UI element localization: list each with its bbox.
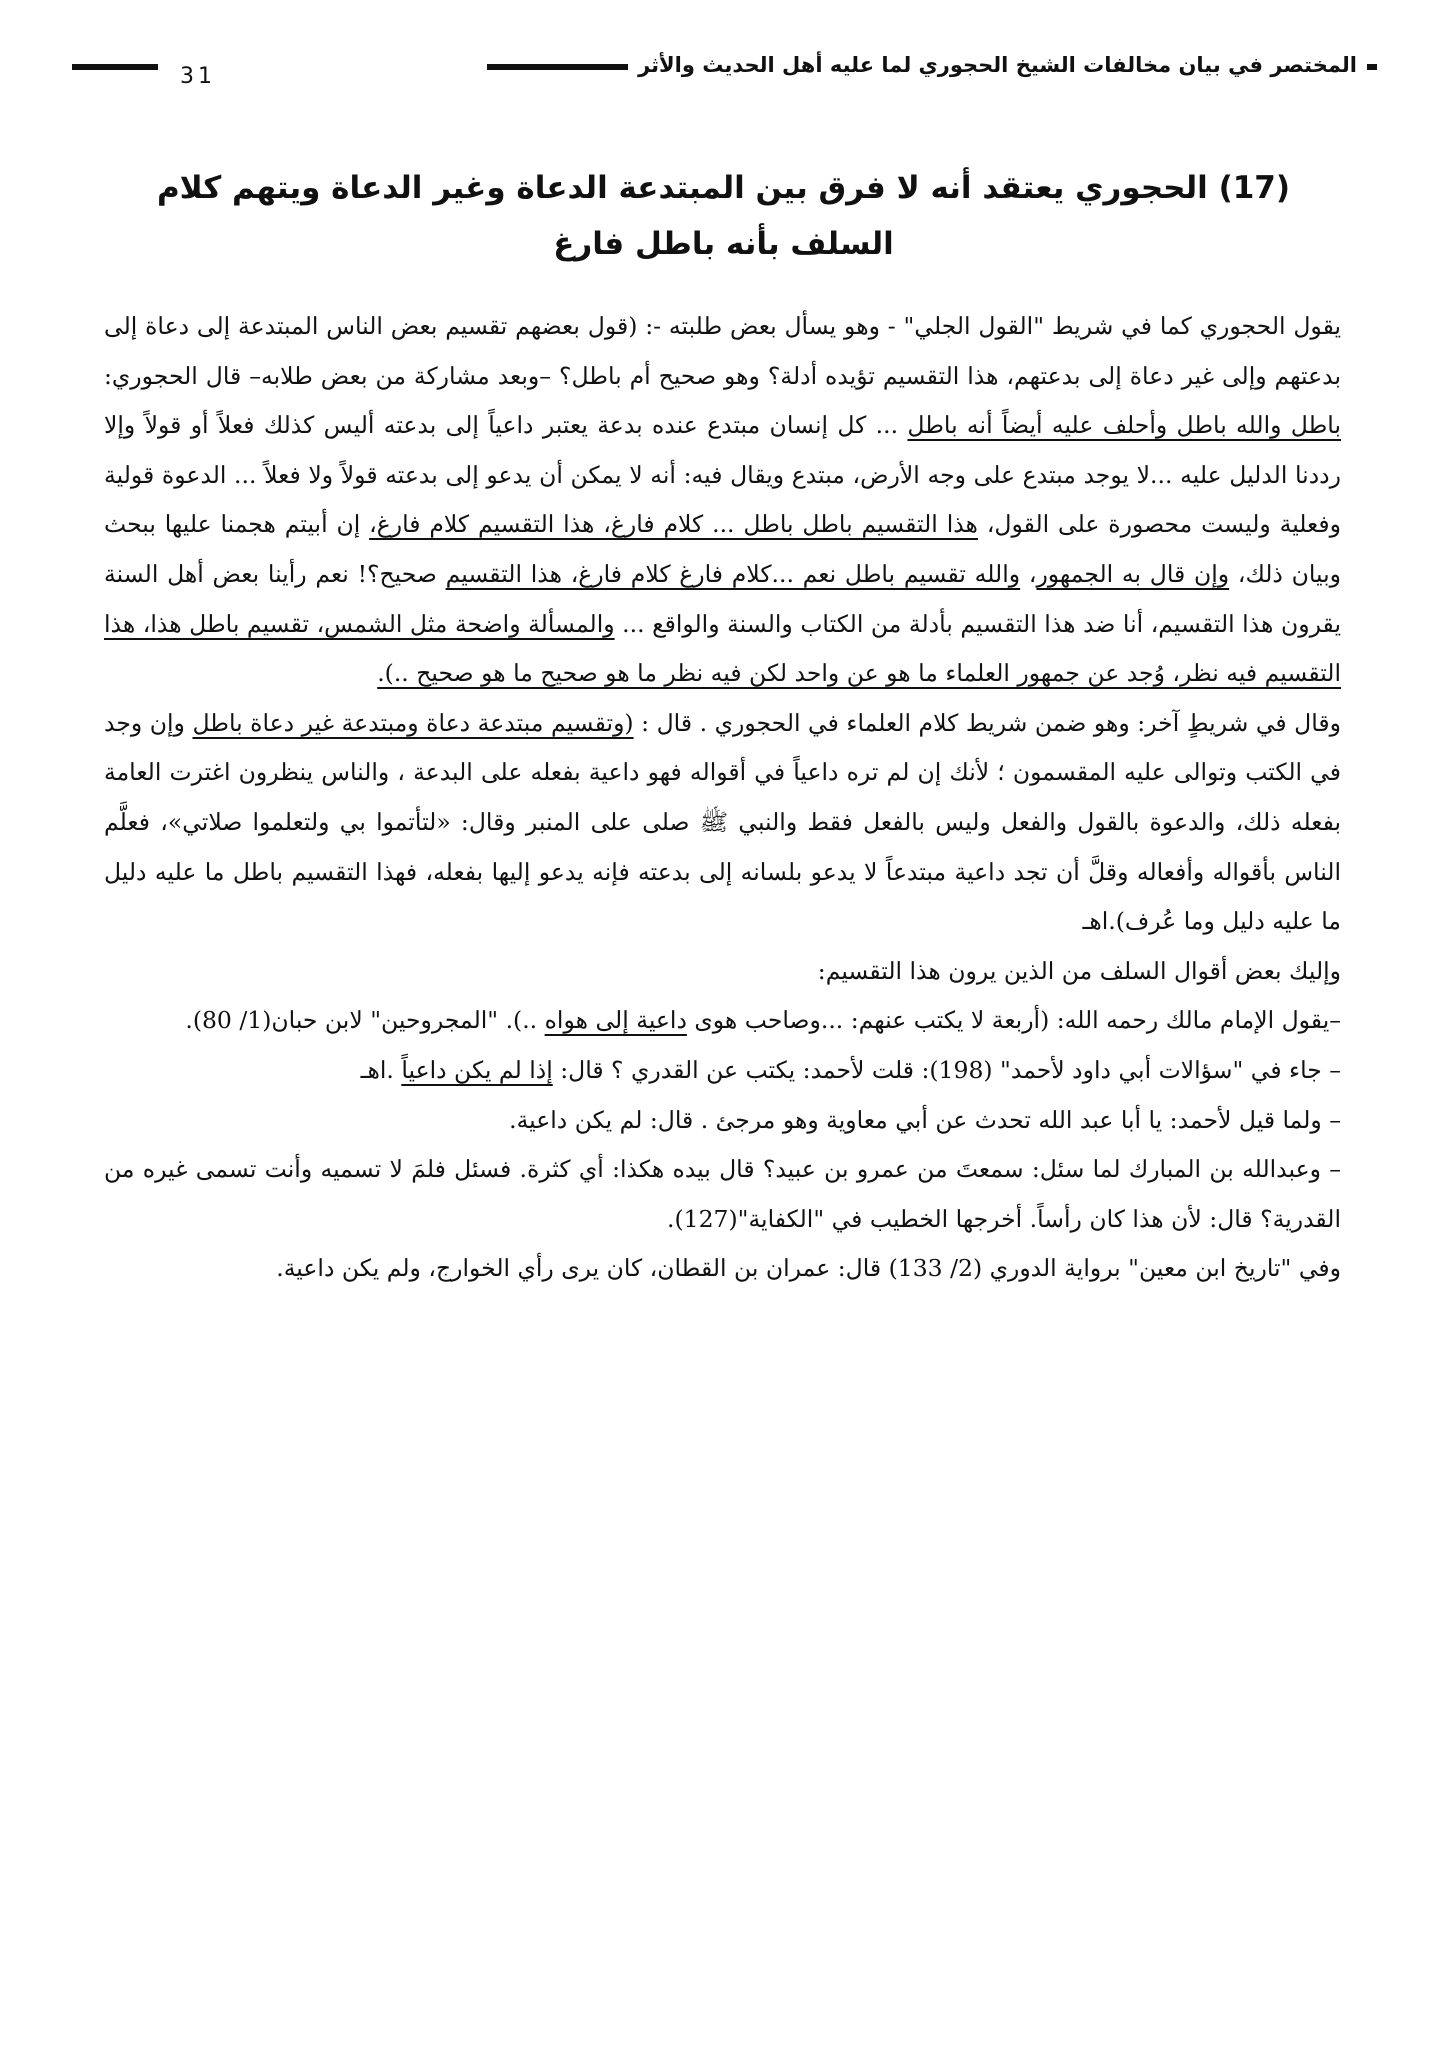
header-rule-short — [72, 64, 158, 70]
paragraph-hajouri-quote — [104, 302, 1341, 699]
text-run: وقال في شريطٍ آخر: وهو ضمن شريط كلام العلماء في الحجوري . قال : — [633, 708, 1341, 737]
underlined-text: (وتقسيم مبتدعة دعاة ومبتدعة غير دعاة باطل — [192, 708, 634, 737]
paragraph-abu-muawiya: – ولما قيل لأحمد: يا أبا عبد الله تحدث عن أبي معاوية وهو مرجئ . قال: لم يكن داعية. — [509, 1105, 1341, 1134]
text-run: – جاء في "سؤالات أبي داود لأحمد" (198): قلت لأحمد: يكتب عن القدري ؟ قال: — [552, 1055, 1341, 1084]
underlined-text: باطل والله باطل وأحلف عليه أيضاً أنه باطل — [907, 411, 1342, 440]
paragraph-ibn-maeen: وفي "تاريخ ابن معين" برواية الدوري (2/ 133) قال: عمران بن القطان، كان يرى رأي الخوارج، ولم يكن داعية. — [276, 1254, 1341, 1283]
paragraph-salaf-intro: وإليك بعض أقوال السلف من الذين يرون هذا التقسيم: — [817, 956, 1341, 985]
page-number: 31 — [180, 64, 216, 89]
body-text — [104, 302, 1341, 1294]
section-heading: (17) الحجوري يعتقد أنه لا فرق بين المبتدعة الدعاة وغير الدعاة ويتهم كلام السلف بأنه باطل فارغ — [156, 170, 1291, 262]
paragraph-ibn-mubarak: – وعبدالله بن المبارك لما سئل: سمعتَ من عمرو بن عبيد؟ قال بيده هكذا: أي كثرة. فسئل فلمَ لا تسميه وأنت تسمى غيره من القدرية؟ قال: لأن هذا كان رأساً. أخرجها الخطيب في "الكفاية"(127). — [104, 1155, 1341, 1233]
paragraph-malik — [104, 996, 1341, 1046]
text-run: صحيح؟! نعم رأينا بعض أهل السنة يقرون هذا التقسيم، أنا ضد هذا التقسيم بأدلة من الكتاب والسنة والواقع ... — [104, 559, 1341, 638]
underlined-text: إذا لم يكن داعياً — [401, 1055, 553, 1084]
text-run: ، — [1020, 559, 1037, 588]
underlined-text: هذا التقسيم باطل باطل ... كلام فارغ، هذا التقسيم كلام فارغ، — [369, 510, 978, 539]
running-title: المختصر في بيان مخالفات الشيخ الحجوري لما عليه أهل الحديث والأثر — [628, 50, 1367, 80]
underlined-text: والله تقسيم باطل نعم ...كلام فارغ كلام فارغ، هذا التقسيم — [445, 559, 1021, 588]
text-run: يقول الحجوري كما في شريط "القول الجلي" - وهو يسأل بعض طلبته -: (قول بعضهم تقسيم بعض الناس المبتدعة إلى دعاة إلى بدعتهم وإلى غير دعاة إلى بدعتهم، هذا التقسيم تؤيده أدلة؟ وهو صحيح أم باطل؟ –وبعد مشاركة من بعض طلابه– قال الحجوري: — [104, 312, 1341, 390]
page-header — [72, 44, 1377, 104]
text-run: .اهـ — [360, 1055, 402, 1084]
paragraph-abu-dawud — [104, 1046, 1341, 1096]
underlined-text: وإن قال به الجمهور — [1036, 559, 1230, 588]
text-run: وإن وجد في الكتب وتوالى عليه المقسمون ؛ لأنك إن لم تره داعياً في أقواله فهو داعية بفعله على البدعة ، والناس ينظرون اغترت العامة بفعله ذلك، والدعوة بالقول والفعل وليس بالفعل فقط والنبي ﷺ صلى على المنبر وقال: «لتأتموا بي ولتعلموا صلاتي»، فعلَّم الناس بأقواله وأفعاله وقلَّ أن تجد داعية مبتدعاً لا يدعو بلسانه إلى بدعته فإنه يدعو إليها بفعله، فهذا التقسيم باطل ما عليه دليل ما عليه دليل وما عُرف).اهـ — [104, 708, 1341, 936]
text-run: ..). "المجروحين" لابن حبان(1/ 80). — [185, 1006, 545, 1035]
underlined-text: والمسألة واضحة مثل الشمس، تقسيم باطل هذا، هذا التقسيم فيه نظر، وُجد عن جمهور العلماء ما هو عن واحد لكن فيه نظر ما هو صحيح ما هو صحيح ..). — [104, 609, 1341, 688]
paragraph-second-tape — [104, 699, 1341, 947]
text-run: إن أبيتم هجمنا عليها ببحث وبيان ذلك، — [104, 510, 1342, 588]
text-run: –يقول الإمام مالك رحمه الله: (أربعة لا يكتب عنهم: ...وصاحب هوى — [686, 1006, 1341, 1035]
underlined-text: داعية إلى هواه — [544, 1006, 687, 1035]
text-run: ... كل إنسان مبتدع عنده بدعة يعتبر داعياً إلى بدعته أليس كذلك فعلاً أو قولاً وإلا رددنا الدليل عليه ...لا يوجد مبتدع على وجه الأرض، مبتدع ويقال فيه: أنه لا يمكن أن يدعو إلى بدعته قولاً ولا فعلاً ... الدعوة قولية وفعلية وليست محصورة على القول، — [104, 411, 1341, 539]
